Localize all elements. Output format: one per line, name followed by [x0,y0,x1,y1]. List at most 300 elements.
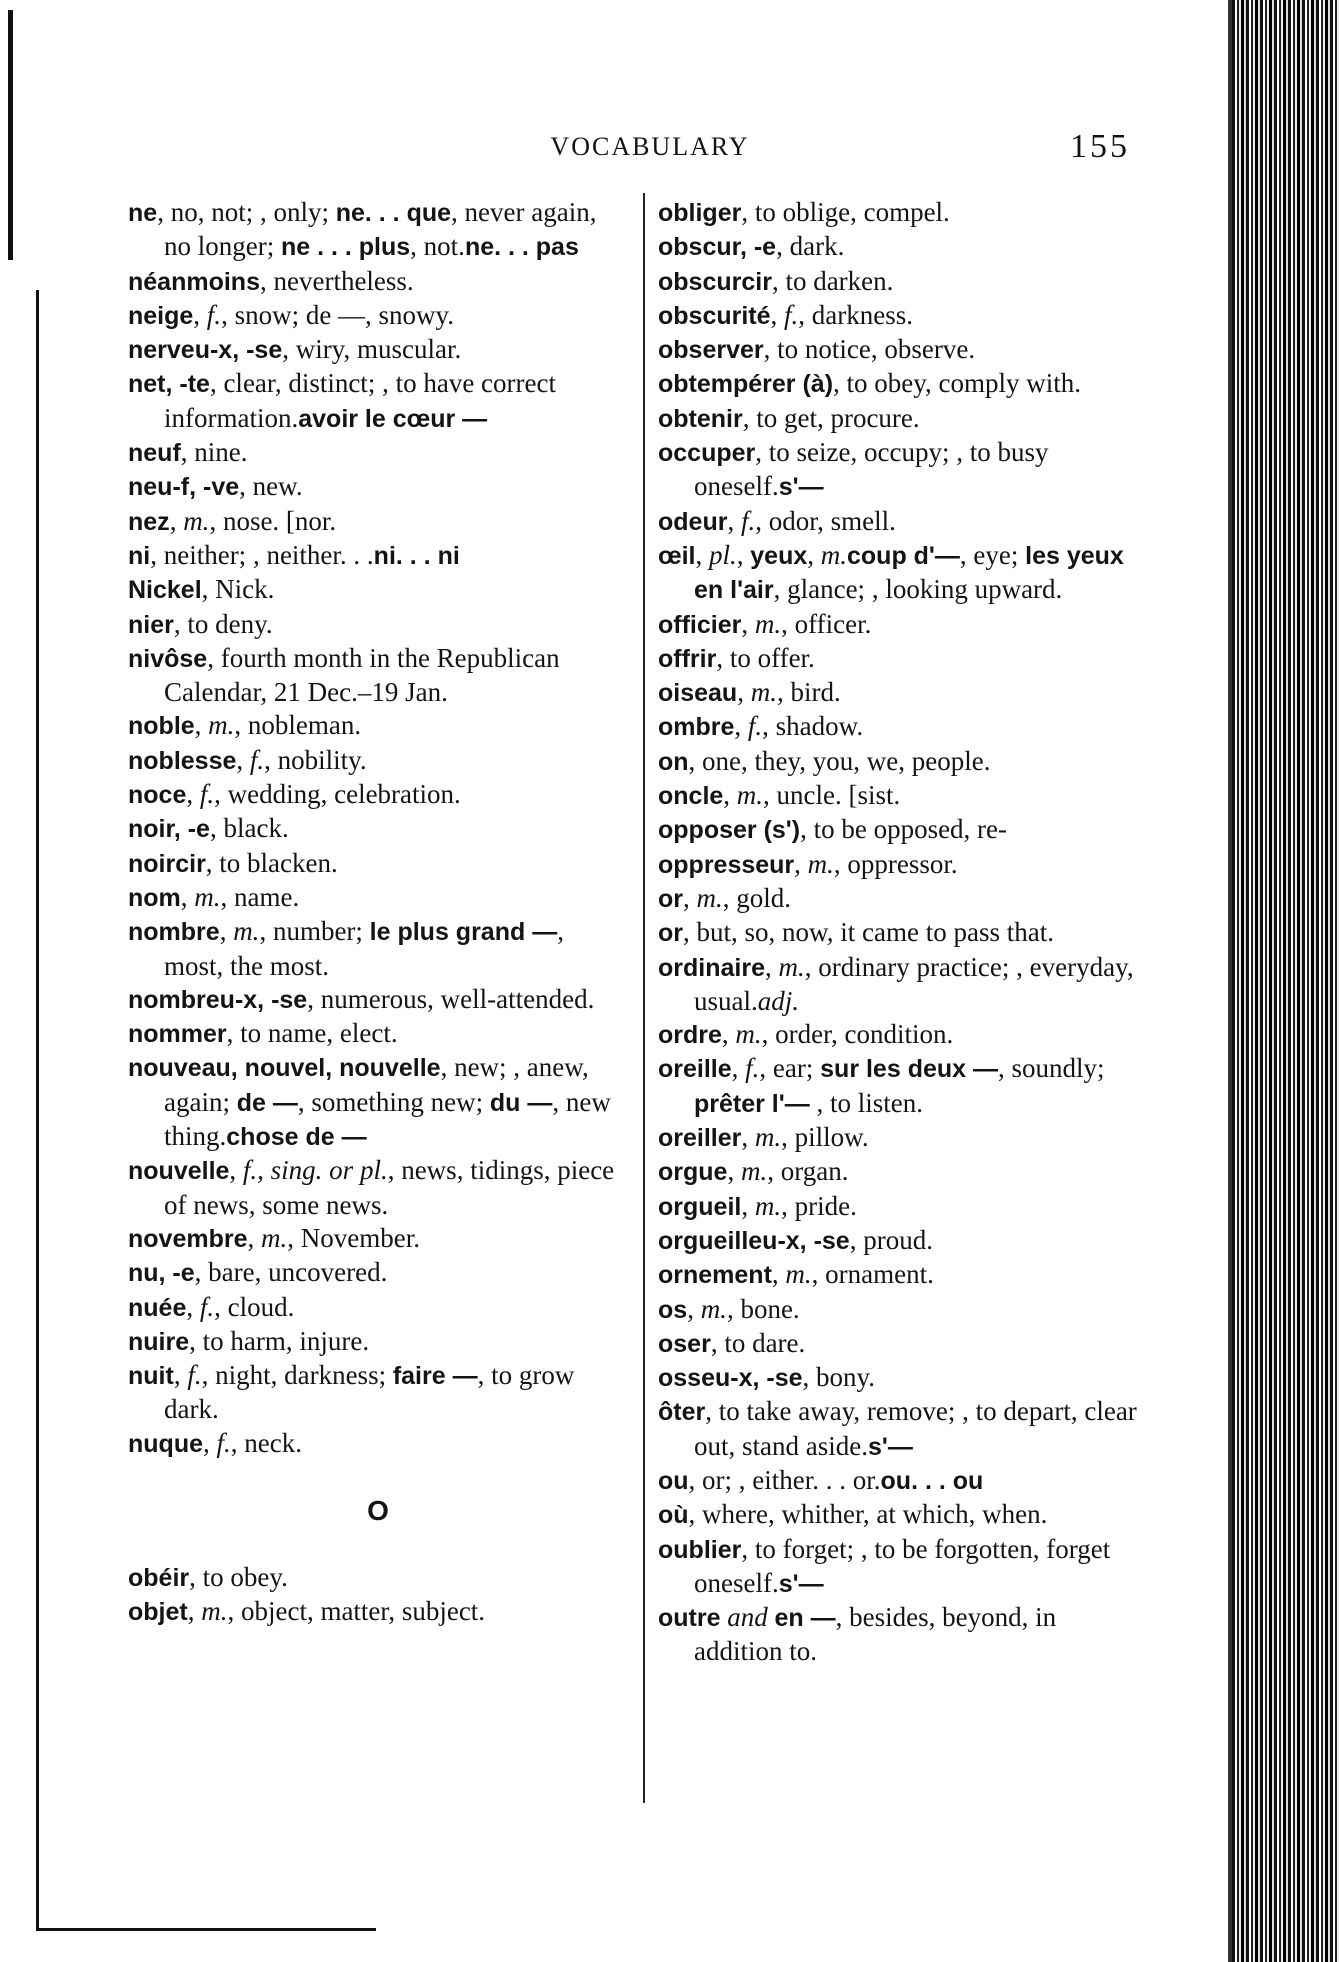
definition-text: , new thing. [164,1086,611,1152]
grammar-label: m. [208,710,235,741]
headword: ornement [658,1261,772,1290]
vocabulary-entry [658,710,1143,744]
vocabulary-entry [128,1291,628,1325]
definition-text: , proud. [849,1224,933,1255]
phrase: les yeux en l'air [694,541,1124,605]
grammar-label: m. [201,1596,228,1627]
headword: officier [658,610,742,639]
headword: occuper [658,439,756,468]
definition-text: , bony. [802,1362,876,1393]
entry-list [128,196,628,1461]
scan-edge-mark [36,1928,376,1931]
definition-text: , [731,1053,746,1084]
definition-text: , pillow. [781,1122,869,1153]
definition-text: , to name, elect. [226,1018,398,1049]
vocabulary-entry [658,779,1143,813]
definition-text: , [737,677,751,708]
vocabulary-entry [658,642,1143,676]
vocabulary-entry [658,951,1143,1019]
definition-text: , [734,711,748,742]
definition-text: , most, the most. [164,916,564,981]
grammar-label: f. [784,299,799,330]
grammar-label: f., sing. or pl. [242,1155,388,1186]
headword: ordre [658,1021,722,1050]
definition-text: , odor, smell. [755,505,896,536]
definition-text: , or; [688,1464,739,1495]
definition-text: , glance; [773,574,872,605]
headword: oreiller [658,1124,742,1153]
definition-text: , name. [220,881,300,912]
headword: nu, -e [128,1259,195,1288]
vocabulary-entry [658,333,1143,367]
vocabulary-entry [128,1427,628,1461]
vocabulary-entry [128,744,628,778]
vocabulary-entry [658,916,1143,950]
definition-text: , to offer. [716,642,815,673]
definition-text: , no, not; [157,197,260,227]
vocabulary-entry [128,881,628,915]
vocabulary-entry [658,1121,1143,1155]
phrase: ni. . . ni [373,541,460,570]
headword: ou [658,1466,689,1495]
vocabulary-entry [128,539,628,573]
vocabulary-entry [128,608,628,642]
headword: obscurcir [658,267,772,296]
definition-text: , to get, procure. [742,402,920,433]
definition-text: , object, matter, subject. [227,1596,486,1627]
headword: nouvelle [128,1157,230,1186]
vocabulary-entry [128,642,628,710]
headword: opposer (s') [658,816,801,845]
headword: obtempérer (à) [658,370,834,399]
definition-text: , [229,1155,243,1186]
grammar-label: and [727,1602,768,1633]
definition-text: , to blacken. [205,847,338,878]
vocabulary-entry [128,1051,628,1154]
headword: obscur, -e [658,233,777,262]
grammar-label: f. [199,1291,215,1322]
scan-edge-mark [8,10,13,260]
definition-text: , [194,710,209,741]
headword: nerveu-x, -se [128,336,283,365]
definition-text: , ordinary practice; [804,951,1017,982]
vocabulary-entry [658,813,1143,847]
headword: outre [658,1604,721,1633]
headword: or [658,919,683,948]
column-divider [643,193,645,1803]
vocabulary-entry [128,1222,628,1256]
headword: novembre [128,1224,248,1253]
definition-text: , [683,882,697,913]
definition-text: , nose. [nor. [209,505,337,536]
definition-text: , [723,780,737,811]
definition-text: , pride. [781,1190,857,1221]
phrase: faire — [392,1362,478,1391]
grammar-label: m. [820,539,847,570]
vocabulary-entry [128,367,628,436]
vocabulary-entry [658,676,1143,710]
phrase: avoir le cœur — [298,404,488,433]
definition-text: , darkness. [798,299,914,330]
definition-text: , either. . . or. [738,1464,881,1495]
grammar-label: f. [199,779,215,810]
definition-text: , one, they, you, we, people. [688,745,991,776]
headword: oser [658,1329,711,1358]
definition-text: , [727,1156,741,1187]
phrase: prêter l'— [694,1089,810,1118]
definition-text [768,1602,775,1632]
definition-text: , only; [259,197,336,227]
grammar-label: m. [807,848,834,879]
definition-text: , anew, again; [164,1052,589,1117]
headword: objet [128,1598,188,1627]
vocabulary-entry [658,1601,1143,1669]
definition-text: , bird. [776,677,841,708]
headword: osseu-x, -se [658,1364,803,1393]
definition-text: , wedding, celebration. [214,779,461,810]
grammar-label: m. [750,677,777,708]
definition-text: , to dare. [710,1327,806,1358]
left-column [128,196,628,1630]
grammar-label: m. [194,881,221,912]
definition-text: , [186,1291,200,1322]
vocabulary-entry [658,1052,1143,1121]
definition-text: , to notice, observe. [763,334,976,365]
grammar-label: m. [785,1259,812,1290]
vocabulary-entry [128,1325,628,1359]
definition-text: , [807,539,821,570]
headword: offrir [658,644,717,673]
definition-text: , oppressor. [833,848,958,879]
phrase: du — [489,1088,553,1117]
vocabulary-entry [128,196,628,265]
definition-text: , to obey, comply with. [833,368,1082,399]
definition-text: , new; [440,1052,514,1083]
headword: obliger [658,199,742,227]
vocabulary-entry [658,1258,1143,1292]
vocabulary-entry [128,265,628,299]
definition-text: , soundly; [998,1053,1105,1084]
phrase: ou. . . ou [880,1466,984,1495]
definition-text: , officer. [781,608,872,639]
vocabulary-entry [658,1293,1143,1327]
definition-text: , number; [259,916,370,947]
definition-text: , to busy oneself. [694,437,1049,502]
definition-text: , order, condition. [761,1019,954,1050]
headword: ne [128,199,158,227]
vocabulary-entry [128,1359,628,1427]
definition-text: , November. [287,1222,420,1253]
definition-text: , bone. [726,1293,800,1324]
definition-text: , to depart, clear out, stand aside. [694,1396,1137,1461]
definition-text: , [169,505,184,536]
definition-text: , something new; [297,1086,490,1117]
headword: nivôse [128,644,208,673]
definition-text: , [727,505,741,536]
headword: obtenir [658,404,743,433]
grammar-label: pl. [709,539,737,570]
definition-text: , to oblige, compel. [741,197,950,227]
definition-text: , where, whither, at which, when. [688,1499,1048,1530]
definition-text: , but, so, now, it came to pass that. [683,917,1054,948]
definition-text: , eye; [959,539,1026,570]
headword: noircir [128,849,206,878]
vocabulary-entry [658,299,1143,333]
definition-text: , numerous, well-attended. [307,983,595,1014]
grammar-label: m. [740,1156,768,1187]
vocabulary-entry [658,1395,1143,1464]
definition-text: , gold. [722,882,792,913]
definition-text: , organ. [767,1156,849,1187]
grammar-label: f. [745,1053,760,1084]
headword: nuque [128,1429,203,1458]
phrase: ne. . . que [335,199,452,227]
definition-text: , to grow dark. [164,1360,575,1425]
definition-text: , shadow. [762,711,864,742]
vocabulary-entry [128,1561,628,1595]
grammar-label: m. [183,505,210,536]
definition-text: , Nick. [201,574,275,605]
definition-text: , new. [239,471,303,502]
headword: obscurité [658,301,771,330]
definition-text: , [721,1019,736,1050]
definition-text: , to seize, occupy; [755,437,957,468]
definition-text: , [764,951,779,982]
vocabulary-entry [128,505,628,539]
phrase: s'— [778,1569,824,1598]
vocabulary-entry [128,1017,628,1051]
grammar-label: adj. [757,985,800,1016]
headword: nouveau, nouvel, nouvelle [128,1054,441,1083]
phrase: en — [774,1604,836,1633]
vocabulary-entry [128,1154,628,1222]
scan-edge-mark [36,290,39,1930]
headword: oiseau [658,679,738,708]
vocabulary-entry [128,470,628,504]
headword: or [658,884,683,913]
definition-text: , [186,779,200,810]
definition-text: , [247,1222,261,1253]
vocabulary-entry [128,709,628,743]
definition-text: , [193,299,207,330]
grammar-label: m. [736,780,764,811]
grammar-label: m. [233,916,260,947]
headword: orgue [658,1158,728,1187]
vocabulary-entry [658,1327,1143,1361]
grammar-label: m. [754,1122,782,1153]
definition-text: , to forget; [741,1533,861,1564]
headword: ôter [658,1398,706,1427]
phrase: s'— [867,1432,913,1461]
headword: oppresseur [658,850,795,879]
definition-text: , [187,1596,202,1627]
definition-text: , besides, beyond, in addition to. [694,1602,1057,1667]
vocabulary-entry [128,983,628,1017]
headword: œil [658,541,696,570]
definition-text: , black. [209,813,289,844]
vocabulary-entry [658,1190,1143,1224]
definition-text: , [236,744,250,775]
grammar-label: f. [747,711,763,742]
headword: orgueil [658,1192,742,1221]
headword: noblesse [128,746,237,775]
grammar-label: m. [754,1190,782,1221]
grammar-label: m. [754,608,782,639]
definition-text: , [203,1427,217,1458]
grammar-label: f. [740,505,756,536]
headword: orgueilleu-x, -se [658,1226,850,1255]
vocabulary-entry [128,915,628,983]
grammar-label: m. [696,882,723,913]
section-letter: O [367,1494,389,1526]
definition-text: , [741,1190,755,1221]
headword: nier [128,610,174,639]
definition-text: , to darken. [771,265,894,296]
vocabulary-entry [658,608,1143,642]
headword: ordinaire [658,953,765,982]
headword: noir, -e [128,815,210,844]
definition-text: , [741,608,755,639]
definition-text: , to have correct information. [164,368,556,433]
definition-text: , to deny. [173,608,273,639]
grammar-label: m. [260,1222,288,1253]
headword: obéir [128,1563,190,1592]
vocabulary-entry [128,436,628,470]
definition-text: , ear; [759,1053,821,1084]
definition-text: , neck. [230,1427,302,1458]
running-header: VOCABULARY [550,132,750,161]
definition-text: , to be forgotten, forget oneself. [694,1533,1111,1598]
definition-text: , to obey. [189,1561,288,1592]
headword: nez [128,507,170,536]
right-column [658,196,1143,1669]
grammar-label: f. [249,744,265,775]
definition-text: , [770,299,785,330]
grammar-label: m. [735,1019,762,1050]
headword: nuit [128,1362,174,1391]
definition-text: , [741,1122,755,1153]
headword: nuire [128,1327,190,1356]
definition-text: , [736,539,751,570]
vocabulary-entry [658,402,1143,436]
headword: neige [128,301,194,330]
vocabulary-entry [658,882,1143,916]
vocabulary-entry [658,539,1143,608]
vocabulary-entry [658,1155,1143,1189]
entry-list [658,196,1143,1669]
vocabulary-entry [128,1595,628,1629]
definition-text: , [695,539,709,570]
definition-text: , clear, distinct; [209,368,383,399]
vocabulary-entry [128,333,628,367]
headword: nuée [128,1293,187,1322]
definition-text: , neither; [150,539,253,570]
headword: oublier [658,1535,742,1564]
definition-text: , not. [410,231,465,262]
phrase: chose de — [226,1123,367,1152]
vocabulary-entry [658,196,1143,230]
vocabulary-entry [658,1498,1143,1532]
phrase: s'— [778,473,824,502]
definition-text: , [771,1259,786,1290]
vocabulary-entry [658,1533,1143,1602]
vocabulary-entry [128,778,628,812]
definition-text: , night, darkness; [201,1360,393,1391]
headword: oncle [658,782,724,811]
definition-text: , [687,1293,701,1324]
vocabulary-entry [658,505,1143,539]
headword: nommer [128,1020,227,1049]
headword: noble [128,712,195,741]
headword: ni [128,541,151,570]
definition-text: , snow; de —, snowy. [221,299,455,330]
vocabulary-entry [658,1361,1143,1395]
headword: on [658,747,689,776]
definition-text: , [219,916,234,947]
definition-text: , everyday, usual. [694,951,1134,1016]
vocabulary-entry [658,436,1143,505]
vocabulary-entry [658,1464,1143,1498]
headword: odeur [658,507,728,536]
vocabulary-entry [128,1256,628,1290]
headword: noce [128,781,187,810]
definition-text: , [794,848,808,879]
phrase: sur les deux — [820,1055,998,1084]
definition-text: , news, tidings, piece of news, some news. [164,1155,615,1220]
definition-text: , dark. [776,231,845,262]
definition-text: , nine. [180,437,248,468]
definition-text: , wiry, muscular. [282,334,462,365]
definition-text: , looking upward. [871,574,1063,605]
phrase: yeux [750,541,808,570]
grammar-label: f. [216,1427,231,1458]
vocabulary-entry [128,299,628,333]
definition-text: , nobility. [264,744,367,775]
vocabulary-entry [128,812,628,846]
phrase: le plus grand — [369,918,558,947]
headword: nombreu-x, -se [128,985,308,1014]
headword: observer [658,336,764,365]
definition-text: , never again, no longer; [164,197,597,262]
vocabulary-entry [658,1018,1143,1052]
headword: ombre [658,713,735,742]
grammar-label: f. [187,1360,202,1391]
vocabulary-entry [658,265,1143,299]
vocabulary-entry [658,848,1143,882]
phrase: ne . . . plus [280,233,411,262]
headword: Nickel [128,576,202,605]
definition-text: , nevertheless. [259,265,414,296]
vocabulary-entry [658,367,1143,401]
headword: neuf [128,439,181,468]
vocabulary-entry [128,847,628,881]
headword: où [658,1501,689,1530]
page-number: 155 [1070,128,1130,165]
grammar-label: m. [700,1293,727,1324]
entry-list [128,1561,628,1630]
vocabulary-entry [128,573,628,607]
definition-text: , [180,881,195,912]
phrase: coup d'— [847,541,960,570]
definition-text: , [173,1360,188,1391]
definition-text: , to listen. [809,1087,923,1118]
phrase: de — [236,1088,298,1117]
definition-text: , to take away, remove; [705,1396,963,1427]
definition-text: , neither. . . [252,539,374,570]
definition-text: , to harm, injure. [189,1325,370,1356]
grammar-label: f. [206,299,222,330]
definition-text: , uncle. [sist. [763,780,901,811]
